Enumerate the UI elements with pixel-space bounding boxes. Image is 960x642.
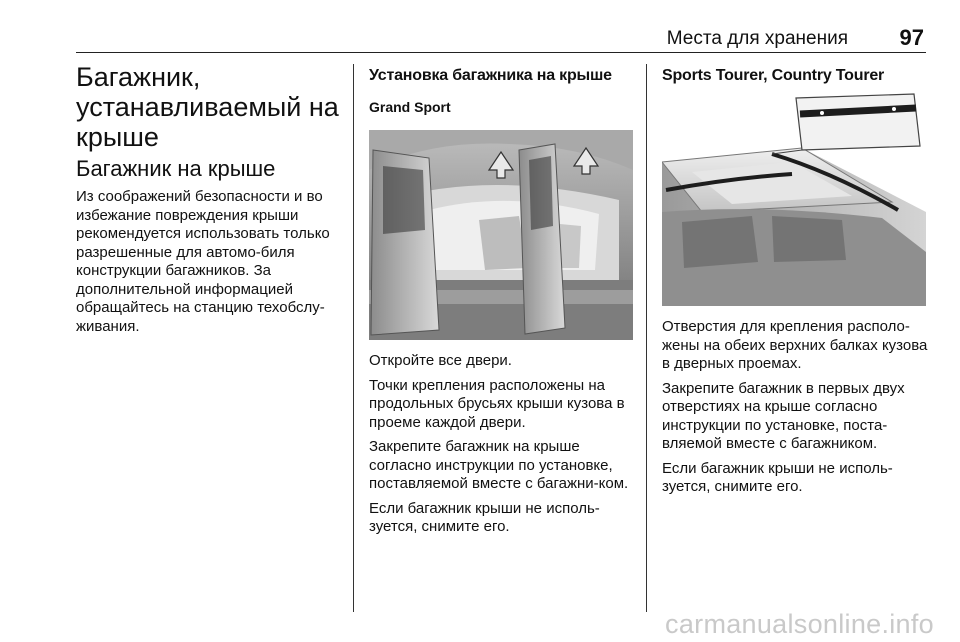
car-roof-svg <box>662 92 926 306</box>
column-middle <box>369 62 633 543</box>
car-doors-open-illustration <box>369 130 633 340</box>
paragraph: Откройте все двери. <box>369 352 512 369</box>
intro-paragraph: Из соображений безопасности и во избежание повреждения крыши рекомендуется использовать только разрешенные для автомо-биля конструкции багажников. За дополнительной информацией обращайтесь на станцию техобслу-живания. <box>76 188 330 335</box>
paragraph: Если багажник крыши не исполь-зуется, снимите его. <box>369 499 600 535</box>
car-side-svg <box>369 130 633 340</box>
column-divider <box>646 64 647 612</box>
paragraph: Закрепите багажник в первых двух отверстиях на крыше согласно инструкции по установке, поста-вляемой вместе с багажником. <box>662 379 905 452</box>
section-heading: Багажник на крыше <box>76 156 276 181</box>
paragraph: Отверстия для крепления располо-жены на обеих верхних балках кузова в дверных проемах. <box>662 318 928 372</box>
column-right <box>662 62 930 503</box>
column-left <box>76 62 346 342</box>
header-title: Места для хранения <box>666 28 848 49</box>
variant-title-sports-tourer: Sports Tourer, Country Tourer <box>662 67 885 84</box>
paragraph: Точки крепления расположены на продольных брусьях крыши кузова в проеме каждой двери. <box>369 376 625 431</box>
page-title: Багажник, устанавливаемый на крыше <box>76 62 339 152</box>
roof-rails-illustration <box>662 92 926 306</box>
page-header <box>76 22 926 53</box>
watermark: carmanualsonline.info <box>665 609 934 639</box>
paragraph: Закрепите багажник на крыше согласно инструкции по установке, поставляемой вместе с багажни-ком. <box>369 438 629 492</box>
section-title: Установка багажника на крыше <box>369 67 612 84</box>
page-number: 97 <box>899 25 924 50</box>
paragraph: Если багажник крыши не исполь-зуется, снимите его. <box>662 459 893 495</box>
column-divider <box>353 64 354 612</box>
variant-title-grand-sport: Grand Sport <box>369 99 451 115</box>
